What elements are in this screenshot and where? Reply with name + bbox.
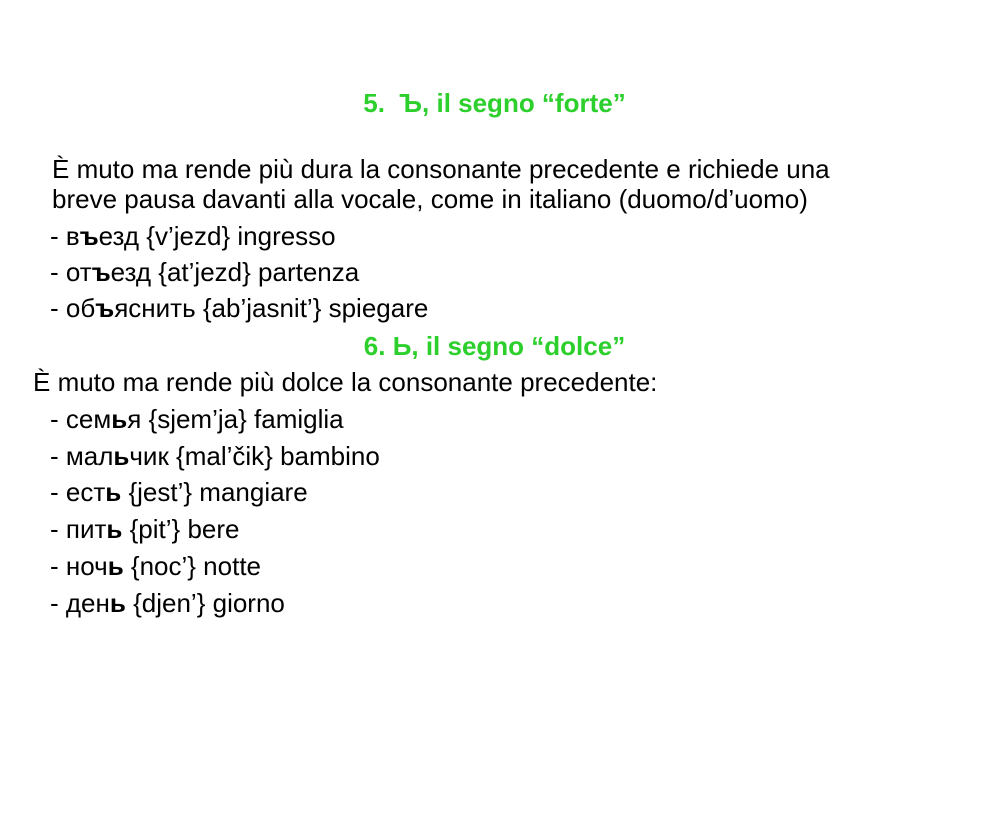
section-6-title: 6. Ь, il segno “dolce” xyxy=(363,331,626,361)
example-prefix: - ден xyxy=(50,588,110,618)
section-5-paragraph-line-2: breve pausa davanti alla vocale, come in italiano (duomo/d’uomo) xyxy=(52,184,808,214)
example-prefix: - мал xyxy=(50,441,114,471)
example-prefix: - ест xyxy=(50,477,106,507)
soft-sign-letter: ь xyxy=(107,551,124,581)
example-item-vjezd xyxy=(50,221,336,251)
example-suffix: я {sjem’ja} famiglia xyxy=(127,404,344,434)
example-suffix: {pit’} bere xyxy=(122,514,240,544)
soft-sign-letter: ь xyxy=(106,514,123,544)
example-suffix: езд {v’jezd} ingresso xyxy=(98,221,336,251)
example-prefix: - ноч xyxy=(50,551,108,581)
example-item-pit xyxy=(50,514,239,544)
example-item-jest xyxy=(50,477,308,507)
example-item-semja xyxy=(50,404,344,434)
example-item-djen xyxy=(50,588,285,618)
example-item-objasnit xyxy=(50,293,428,323)
example-prefix: - пит xyxy=(50,514,107,544)
example-suffix: {jest’} mangiare xyxy=(121,477,308,507)
section-6-paragraph: È muto ma rende più dolce la consonante precedente: xyxy=(33,367,658,397)
hard-sign-letter: ъ xyxy=(79,221,99,251)
example-prefix: - об xyxy=(50,293,96,323)
soft-sign-letter: ь xyxy=(109,588,126,618)
section-5-paragraph-line-1: È muto ma rende più dura la consonante precedente e richiede una xyxy=(52,154,830,184)
example-suffix: езд {at’jezd} partenza xyxy=(110,257,360,287)
soft-sign-letter: ь xyxy=(105,477,122,507)
example-suffix: яснить {ab’jasnit’} spiegare xyxy=(114,293,429,323)
example-item-malcik xyxy=(50,441,380,471)
soft-sign-letter: ь xyxy=(111,404,128,434)
example-item-otjezd xyxy=(50,257,359,287)
example-suffix: {djen’} giorno xyxy=(125,588,285,618)
example-prefix: - сем xyxy=(50,404,112,434)
example-suffix: {noc’} notte xyxy=(123,551,262,581)
hard-sign-letter: ъ xyxy=(91,257,111,287)
example-prefix: - от xyxy=(50,257,92,287)
example-prefix: - в xyxy=(50,221,80,251)
soft-sign-letter: ь xyxy=(113,441,130,471)
section-5-title: 5. Ъ, il segno “forte” xyxy=(363,88,626,118)
example-suffix: чик {mal’čik} bambino xyxy=(129,441,380,471)
example-item-noc xyxy=(50,551,261,581)
hard-sign-letter: ъ xyxy=(95,293,115,323)
